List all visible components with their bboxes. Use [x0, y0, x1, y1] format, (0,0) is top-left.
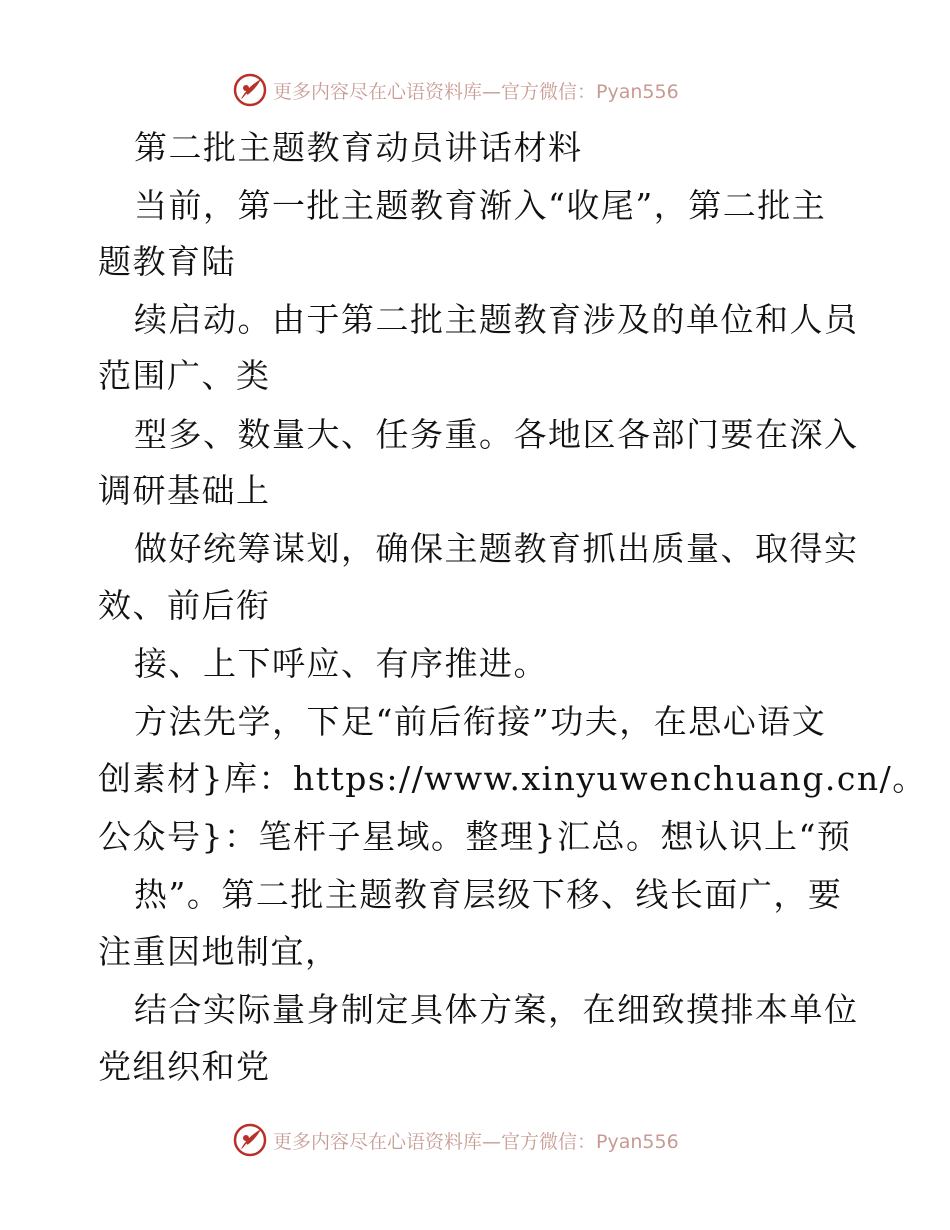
- paragraph-line: 创素材}库：https://www.xinyuwenchuang.cn/。: [98, 759, 927, 798]
- paragraph-line: 做好统筹谋划，确保主题教育抓出质量、取得实: [134, 529, 859, 568]
- header-banner: [233, 72, 679, 108]
- paragraph-line: 公众号}：笔杆子星域。整理}汇总。想认识上“预: [98, 817, 852, 856]
- paragraph-line: 型多、数量大、任务重。各地区各部门要在深入: [134, 415, 859, 454]
- paragraph-line: 续启动。由于第二批主题教育涉及的单位和人员: [134, 300, 859, 339]
- paragraph-line: 方法先学，下足“前后衔接”功夫，在思心语文: [134, 702, 827, 741]
- paragraph-line: 注重因地制宜，: [98, 932, 340, 971]
- paragraph-line: 党组织和党: [98, 1047, 271, 1086]
- paragraph-line: 当前，第一批主题教育渐入“收尾”，第二批主: [134, 186, 827, 225]
- paragraph-line: 题教育陆: [98, 242, 236, 281]
- paragraph-line: 范围广、类: [98, 356, 271, 395]
- footer-banner-text: 更多内容尽在心语资料库—官方微信：Pyan556: [273, 1130, 679, 1153]
- header-banner-text: 更多内容尽在心语资料库—官方微信：Pyan556: [273, 80, 679, 103]
- footer-banner: [233, 1122, 679, 1158]
- paragraph-line: 调研基础上: [98, 471, 271, 510]
- quill-logo-icon: [233, 1123, 267, 1157]
- paragraph-line: 热”。第二批主题教育层级下移、线长面广，要: [134, 875, 843, 914]
- paragraph-line: 效、前后衔: [98, 586, 271, 625]
- paragraph-line: 结合实际量身制定具体方案，在细致摸排本单位: [134, 990, 859, 1029]
- quill-logo-icon: [233, 73, 267, 107]
- paragraph-line: 接、上下呼应、有序推进。: [134, 644, 548, 683]
- document-title: 第二批主题教育动员讲话材料: [134, 128, 583, 167]
